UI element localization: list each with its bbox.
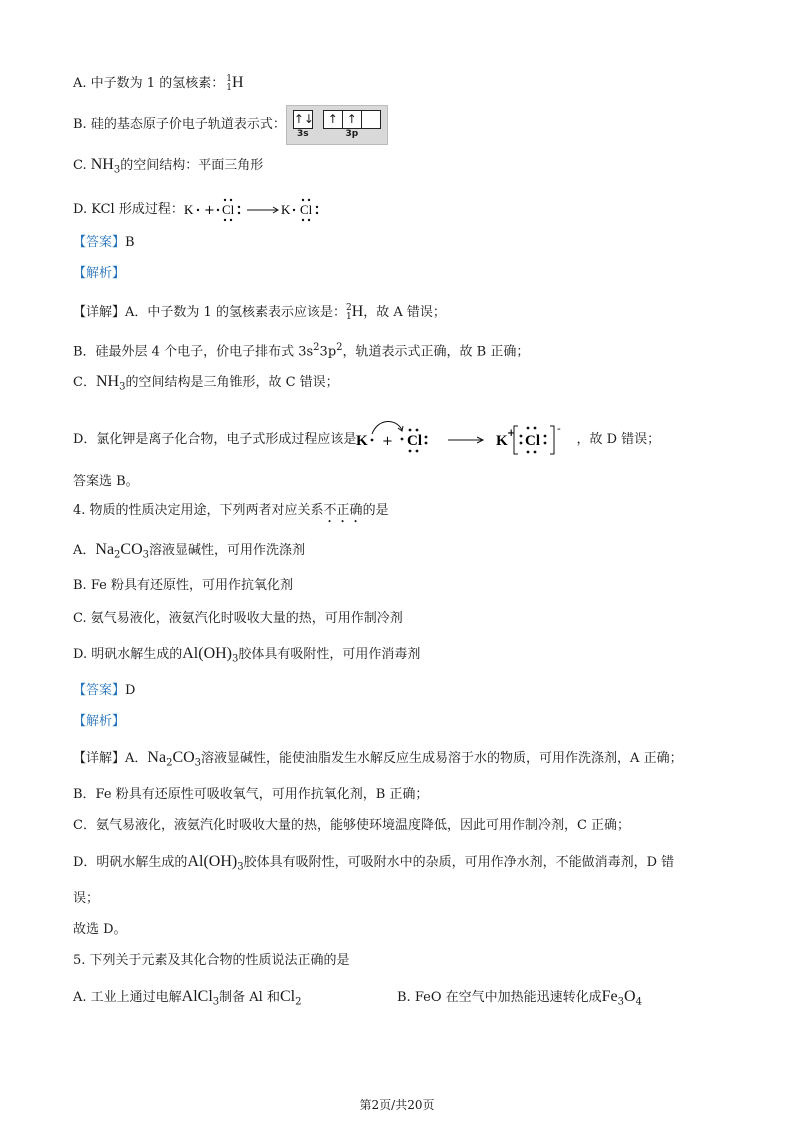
q3-answer: 【答案】B [73,235,135,250]
q5-option-a: A. 工业上通过电解AlCl$_3$制备 Al 和$Cl_2$ [73,988,302,1008]
q4-option-c: C. 氨气易液化，液氨汽化时吸收大量的热，可用作制冷剂 [73,611,403,626]
orbital-3s: ↑↓ 3s [293,112,314,139]
svg-text:K: K [183,202,194,217]
kcl-electron-formula-diagram [356,420,576,460]
q3-detail-d: D．氯化钾是离子化合物，电子式形成过程应该是 K + Cl K + Cl - ，故 D 错误； [73,420,660,460]
svg-text:+: + [203,203,215,218]
q4-detail-a: 【详解】A．$Na_2CO_3$溶液显碱性，能使油脂发生水解反应生成易溶于水的物质，可用作洗涤剂，A 正确； [73,749,683,769]
q3-option-b: B. 硅的基态原子价电子轨道表示式： ↑↓ 3s ↑ ↑ 3p [73,105,388,145]
svg-text:K: K [356,433,369,449]
q5-option-b: B. FeO 在空气中加热能迅速转化成$Fe_3O_4$ [397,988,642,1008]
q4-stem: 4. 物质的性质决定用途，下列两者对应关系不正确的是 [73,503,389,518]
q4-option-b: B. Fe 粉具有还原性，可用作抗氧化剂 [73,578,293,593]
orbital-3p: ↑ ↑ 3p [323,110,381,140]
nuclide-notation: 2 1 [345,302,352,322]
svg-text:K: K [280,202,291,217]
svg-text:Cl: Cl [407,433,423,449]
q3-option-c: C. $NH_3$的空间结构：平面三角形 [73,156,264,176]
svg-text:K: K [496,433,509,449]
svg-text:Cl: Cl [299,202,313,217]
q3-analysis-tag: 【解析】 [73,266,126,281]
q3-detail-a: 【详解】A．中子数为 1 的氢核素表示应该是： 2 1 H，故 A 错误； [73,302,446,322]
orbital-diagram [286,105,388,145]
q4-detail-d: D．明矾水解生成的$Al(OH)_3$胶体具有吸附性，可吸附水中的杂质，可用作净水剂，不能做消毒剂，D 错 [73,853,675,873]
svg-text:-: - [557,422,562,435]
q4-answer: 【答案】D [73,683,136,698]
q3-detail-b: B．硅最外层 4 个电子，价电子排布式 $3s^23p^2$，轨道表示式正确，故 B 正确； [73,342,530,360]
q4-detail-b: B．Fe 粉具有还原性可吸收氧气，可用作抗氧化剂，B 正确； [73,787,429,802]
svg-text:+: + [382,434,394,449]
nuclide-notation: 1 1 [226,73,232,93]
q3-detail-c: C．$NH_3$的空间结构是三角锥形，故 C 错误； [73,373,339,393]
q3-conclusion: 答案选 B。 [73,474,139,489]
kcl-formation-diagram [184,196,344,224]
q4-analysis-tag: 【解析】 [73,714,126,729]
q3-option-a-text: A. 中子数为 1 的氢核素： [73,76,225,91]
q3-option-a: A. 中子数为 1 的氢核素： 1 1 H [73,73,244,93]
q5-stem: 5. 下列关于元素及其化合物的性质说法正确的是 [73,953,350,968]
svg-text:Cl: Cl [221,202,235,217]
q4-option-a: A．$Na_2CO_3$溶液显碱性，可用作洗涤剂 [73,541,306,561]
q4-conclusion: 故选 D。 [73,922,127,937]
svg-text:Cl: Cl [525,433,541,449]
q4-option-d: D. 明矾水解生成的$Al(OH)_3$胶体具有吸附性，可用作消毒剂 [73,645,421,665]
q4-detail-c: C．氨气易液化，液氨汽化时吸收大量的热，能够使环境温度降低，因此可用作制冷剂，C 正确； [73,818,631,833]
q4-detail-d-cont: 误； [73,891,100,906]
page-footer: 第2页/共20页 [359,1098,435,1112]
q3-option-d: D. KCl 形成过程： K + Cl K Cl [73,196,344,224]
svg-text:+: + [507,428,516,439]
